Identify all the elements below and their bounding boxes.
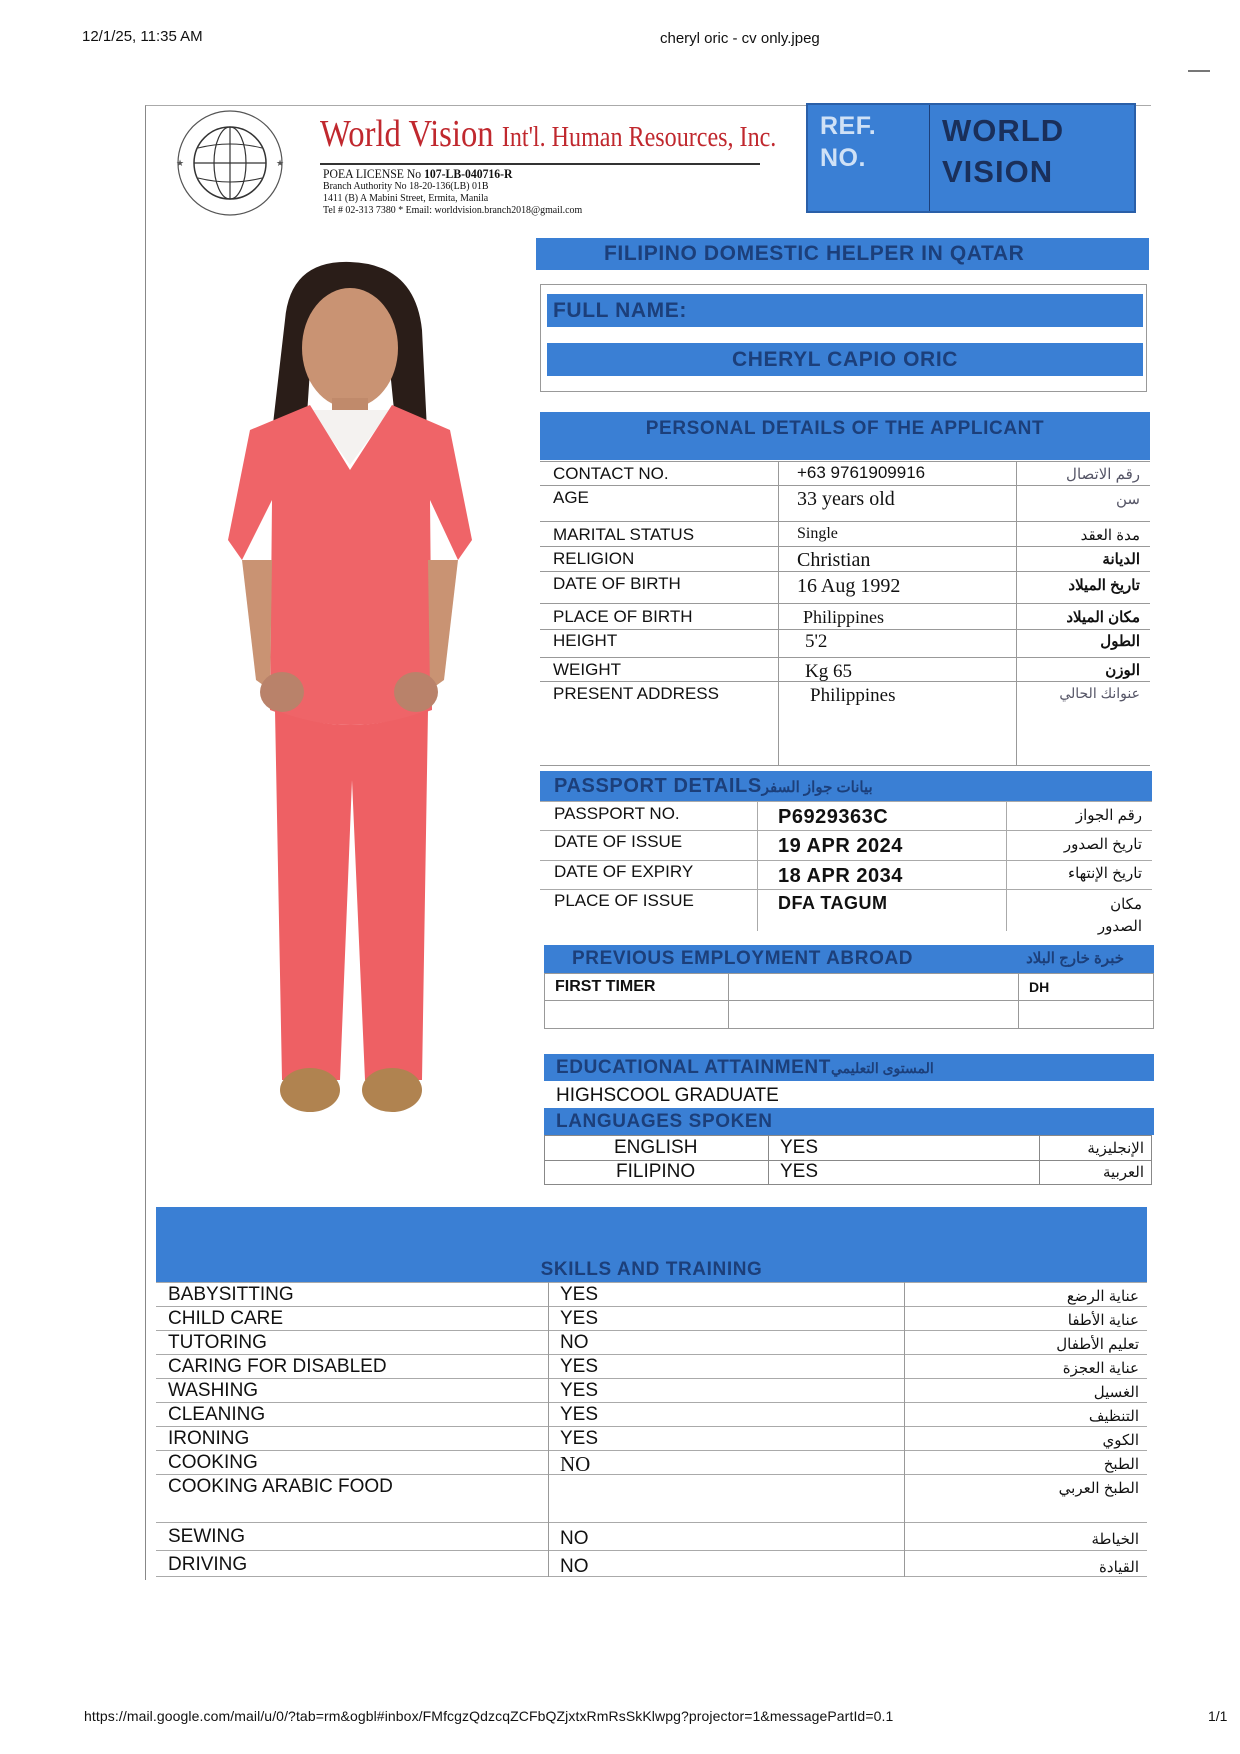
skill-arabic: الخياطة [1091, 1531, 1139, 1548]
language-value: YES [780, 1161, 819, 1182]
personal-arabic: مكان الميلاد [1066, 609, 1140, 626]
skill-value: YES [560, 1428, 599, 1449]
personal-label: CONTACT NO. [553, 464, 669, 483]
personal-value: 5'2 [805, 631, 828, 652]
ref-value [942, 110, 1064, 192]
education-bar [544, 1054, 1154, 1081]
personal-row [540, 546, 1150, 571]
personal-label: HEIGHT [553, 631, 618, 650]
prev-grid-col2 [1018, 974, 1019, 1028]
personal-arabic: مدة العقد [1080, 527, 1140, 544]
personal-label: DATE OF BIRTH [553, 574, 681, 593]
personal-row [540, 629, 1150, 657]
skill-arabic: الغسيل [1093, 1384, 1139, 1401]
personal-value: Kg 65 [805, 661, 852, 682]
ref-number-box [806, 103, 1136, 213]
skill-label: CLEANING [168, 1404, 266, 1425]
skill-row [156, 1552, 1147, 1578]
language-arabic: الإنجليزية [1087, 1140, 1144, 1157]
personal-arabic: الطول [1100, 633, 1140, 650]
language-label: FILIPINO [616, 1161, 696, 1182]
skill-value: NO [560, 1452, 591, 1476]
skill-label: COOKING ARABIC FOOD [168, 1476, 393, 1497]
job-title-bar: FILIPINO DOMESTIC HELPER IN QATAR [536, 238, 1149, 270]
passport-arabic: رقم الجواز [1075, 807, 1142, 824]
print-page-number: 1/1 [1208, 1708, 1228, 1724]
skill-label: CHILD CARE [168, 1308, 284, 1329]
skill-arabic: تعليم الأطفال [1056, 1336, 1139, 1353]
company-name [320, 112, 776, 156]
passport-details-bar [540, 771, 1152, 801]
personal-value: Philippines [810, 685, 896, 706]
skill-value: YES [560, 1284, 599, 1305]
skill-value: NO [560, 1556, 589, 1577]
language-row [544, 1161, 1152, 1185]
passport-row [540, 830, 1152, 860]
skill-value: YES [560, 1380, 599, 1401]
skills-grid-row [156, 1282, 1147, 1283]
skill-label: COOKING [168, 1452, 258, 1473]
svg-text:★: ★ [176, 159, 185, 169]
personal-arabic: الوزن [1105, 662, 1140, 679]
ref-label-line1: REF. [820, 112, 877, 140]
personal-row [540, 657, 1150, 681]
skill-value: NO [560, 1332, 589, 1353]
passport-label: DATE OF EXPIRY [554, 862, 694, 881]
ref-label [820, 110, 876, 174]
skill-row [156, 1356, 1147, 1380]
languages-bar: LANGUAGES SPOKEN [544, 1108, 1154, 1135]
personal-label: PLACE OF BIRTH [553, 607, 693, 626]
previous-title: PREVIOUS EMPLOYMENT ABROAD [572, 948, 914, 969]
passport-arabic: تاريخ الإنتهاء [1068, 865, 1142, 882]
passport-title-arabic: بيانات جواز السفر [761, 779, 873, 796]
language-row [544, 1137, 1152, 1161]
personal-arabic: تاريخ الميلاد [1068, 577, 1140, 594]
passport-value: P6929363C [778, 806, 889, 828]
passport-label: PASSPORT NO. [554, 804, 680, 823]
license-number: 107-LB-040716-R [424, 166, 513, 181]
skill-label: BABYSITTING [168, 1284, 294, 1305]
education-title: EDUCATIONAL ATTAINMENT [556, 1057, 831, 1078]
skill-arabic: الطبخ [1103, 1456, 1139, 1473]
company-contact: Tel # 02-313 7380 * Email: worldvision.branch2018@gmail.com [323, 204, 583, 216]
personal-label: RELIGION [553, 549, 635, 568]
print-dash [1188, 70, 1210, 72]
branch-authority: Branch Authority No 18-20-136(LB) 01B [323, 180, 489, 192]
passport-row [540, 860, 1152, 889]
passport-arabic: تاريخ الصدور [1063, 836, 1142, 853]
passport-arabic: مكان الصدور [1097, 896, 1142, 935]
personal-label: PRESENT ADDRESS [553, 684, 719, 703]
prev-grid-col1 [728, 974, 729, 1028]
personal-value: Single [797, 525, 838, 542]
skill-arabic: التنظيف [1088, 1408, 1139, 1425]
skill-value: YES [560, 1356, 599, 1377]
passport-row [540, 801, 1152, 830]
passport-title: PASSPORT DETAILS [554, 775, 762, 797]
passport-value: DFA TAGUM [778, 893, 888, 913]
skill-label: WASHING [168, 1380, 259, 1401]
personal-details-bar: PERSONAL DETAILS OF THE APPLICANT [540, 412, 1150, 460]
full-name-label: FULL NAME: [547, 294, 1143, 327]
skill-row [156, 1380, 1147, 1404]
personal-row [540, 485, 1150, 521]
full-name-value: CHERYL CAPIO ORIC [547, 343, 1143, 376]
skill-row [156, 1308, 1147, 1332]
skill-row [156, 1332, 1147, 1356]
skill-row [156, 1428, 1147, 1452]
company-globe-logo [170, 108, 290, 218]
skill-arabic: عناية الرضع [1066, 1288, 1139, 1305]
print-datetime: 12/1/25, 11:35 AM [82, 28, 203, 45]
personal-row [540, 461, 1150, 485]
personal-row [540, 571, 1150, 603]
personal-arabic: الديانة [1102, 551, 1140, 568]
language-value: YES [780, 1137, 819, 1158]
skill-value: YES [560, 1404, 599, 1425]
company-name-main: World Vision [320, 113, 494, 155]
personal-value: Christian [797, 549, 871, 571]
personal-arabic: رقم الاتصال [1066, 466, 1140, 483]
education-title-arabic: المستوى التعليمي [830, 1060, 934, 1076]
personal-arabic: عنوانك الحالي [1059, 685, 1140, 701]
personal-label: MARITAL STATUS [553, 525, 695, 544]
skill-label: CARING FOR DISABLED [168, 1356, 387, 1377]
skill-arabic: القيادة [1099, 1559, 1139, 1576]
svg-text:★: ★ [276, 159, 285, 169]
personal-arabic: سن [1116, 491, 1140, 508]
education-value: HIGHSCOOL GRADUATE [556, 1085, 779, 1106]
language-arabic: العربية [1103, 1164, 1144, 1181]
personal-label: AGE [553, 488, 589, 507]
skill-row [156, 1452, 1147, 1476]
company-underline [320, 163, 760, 165]
skill-label: DRIVING [168, 1554, 248, 1575]
personal-value: 33 years old [797, 488, 895, 510]
personal-value: +63 9761909916 [797, 463, 926, 482]
skill-label: TUTORING [168, 1332, 267, 1353]
company-license-block [323, 167, 582, 216]
personal-row [540, 521, 1150, 546]
ref-label-line2: NO. [820, 144, 866, 172]
personal-row [540, 681, 1150, 766]
print-url: https://mail.google.com/mail/u/0/?tab=rm&ogbl#inbox/FMfcgzQdzcqZCFbQZjxtxRmRsSkKlwpg?projector=1&messagePartId=0.1 [84, 1708, 894, 1724]
prev-grid-row [545, 1000, 1153, 1001]
skill-row [156, 1524, 1147, 1552]
passport-value: 18 APR 2034 [778, 865, 903, 887]
skills-training-bar: SKILLS AND TRAINING [156, 1207, 1147, 1282]
ref-value-line2: VISION [942, 154, 1054, 189]
previous-employment-position: DH [1029, 979, 1050, 995]
skill-row [156, 1404, 1147, 1428]
skill-label: SEWING [168, 1526, 246, 1547]
license-prefix: POEA LICENSE No [323, 166, 425, 181]
personal-details-table [540, 461, 1150, 766]
previous-title-arabic: خبرة خارج البلاد [1026, 950, 1124, 967]
skill-label: IRONING [168, 1428, 250, 1449]
personal-label: WEIGHT [553, 660, 621, 679]
skill-arabic: عناية العجزة [1062, 1360, 1139, 1377]
passport-value: 19 APR 2024 [778, 835, 903, 857]
skill-value: NO [560, 1528, 589, 1549]
passport-label: PLACE OF ISSUE [554, 891, 694, 910]
print-filename: cheryl oric - cv only.jpeg [660, 30, 820, 47]
personal-row [540, 603, 1150, 629]
company-address: 1411 (B) A Mabini Street, Ermita, Manila [323, 192, 489, 204]
skill-row [156, 1476, 1147, 1524]
ref-divider [929, 105, 930, 211]
previous-employment-status: FIRST TIMER [555, 978, 656, 995]
passport-row [540, 889, 1152, 935]
company-name-suffix: Int'l. Human Resources, Inc. [501, 122, 777, 153]
skill-value: YES [560, 1308, 599, 1329]
ref-value-line1: WORLD [942, 113, 1065, 148]
skill-arabic: عناية الأطفا [1067, 1312, 1139, 1329]
skill-row [156, 1284, 1147, 1308]
skill-arabic: الطبخ العربي [1058, 1480, 1139, 1497]
personal-value: Philippines [803, 607, 885, 627]
skill-arabic: الكوي [1102, 1432, 1139, 1449]
personal-value: 16 Aug 1992 [797, 575, 901, 597]
applicant-photo [160, 260, 530, 1160]
previous-employment-bar [544, 945, 1154, 973]
language-label: ENGLISH [614, 1137, 698, 1158]
passport-label: DATE OF ISSUE [554, 832, 683, 851]
